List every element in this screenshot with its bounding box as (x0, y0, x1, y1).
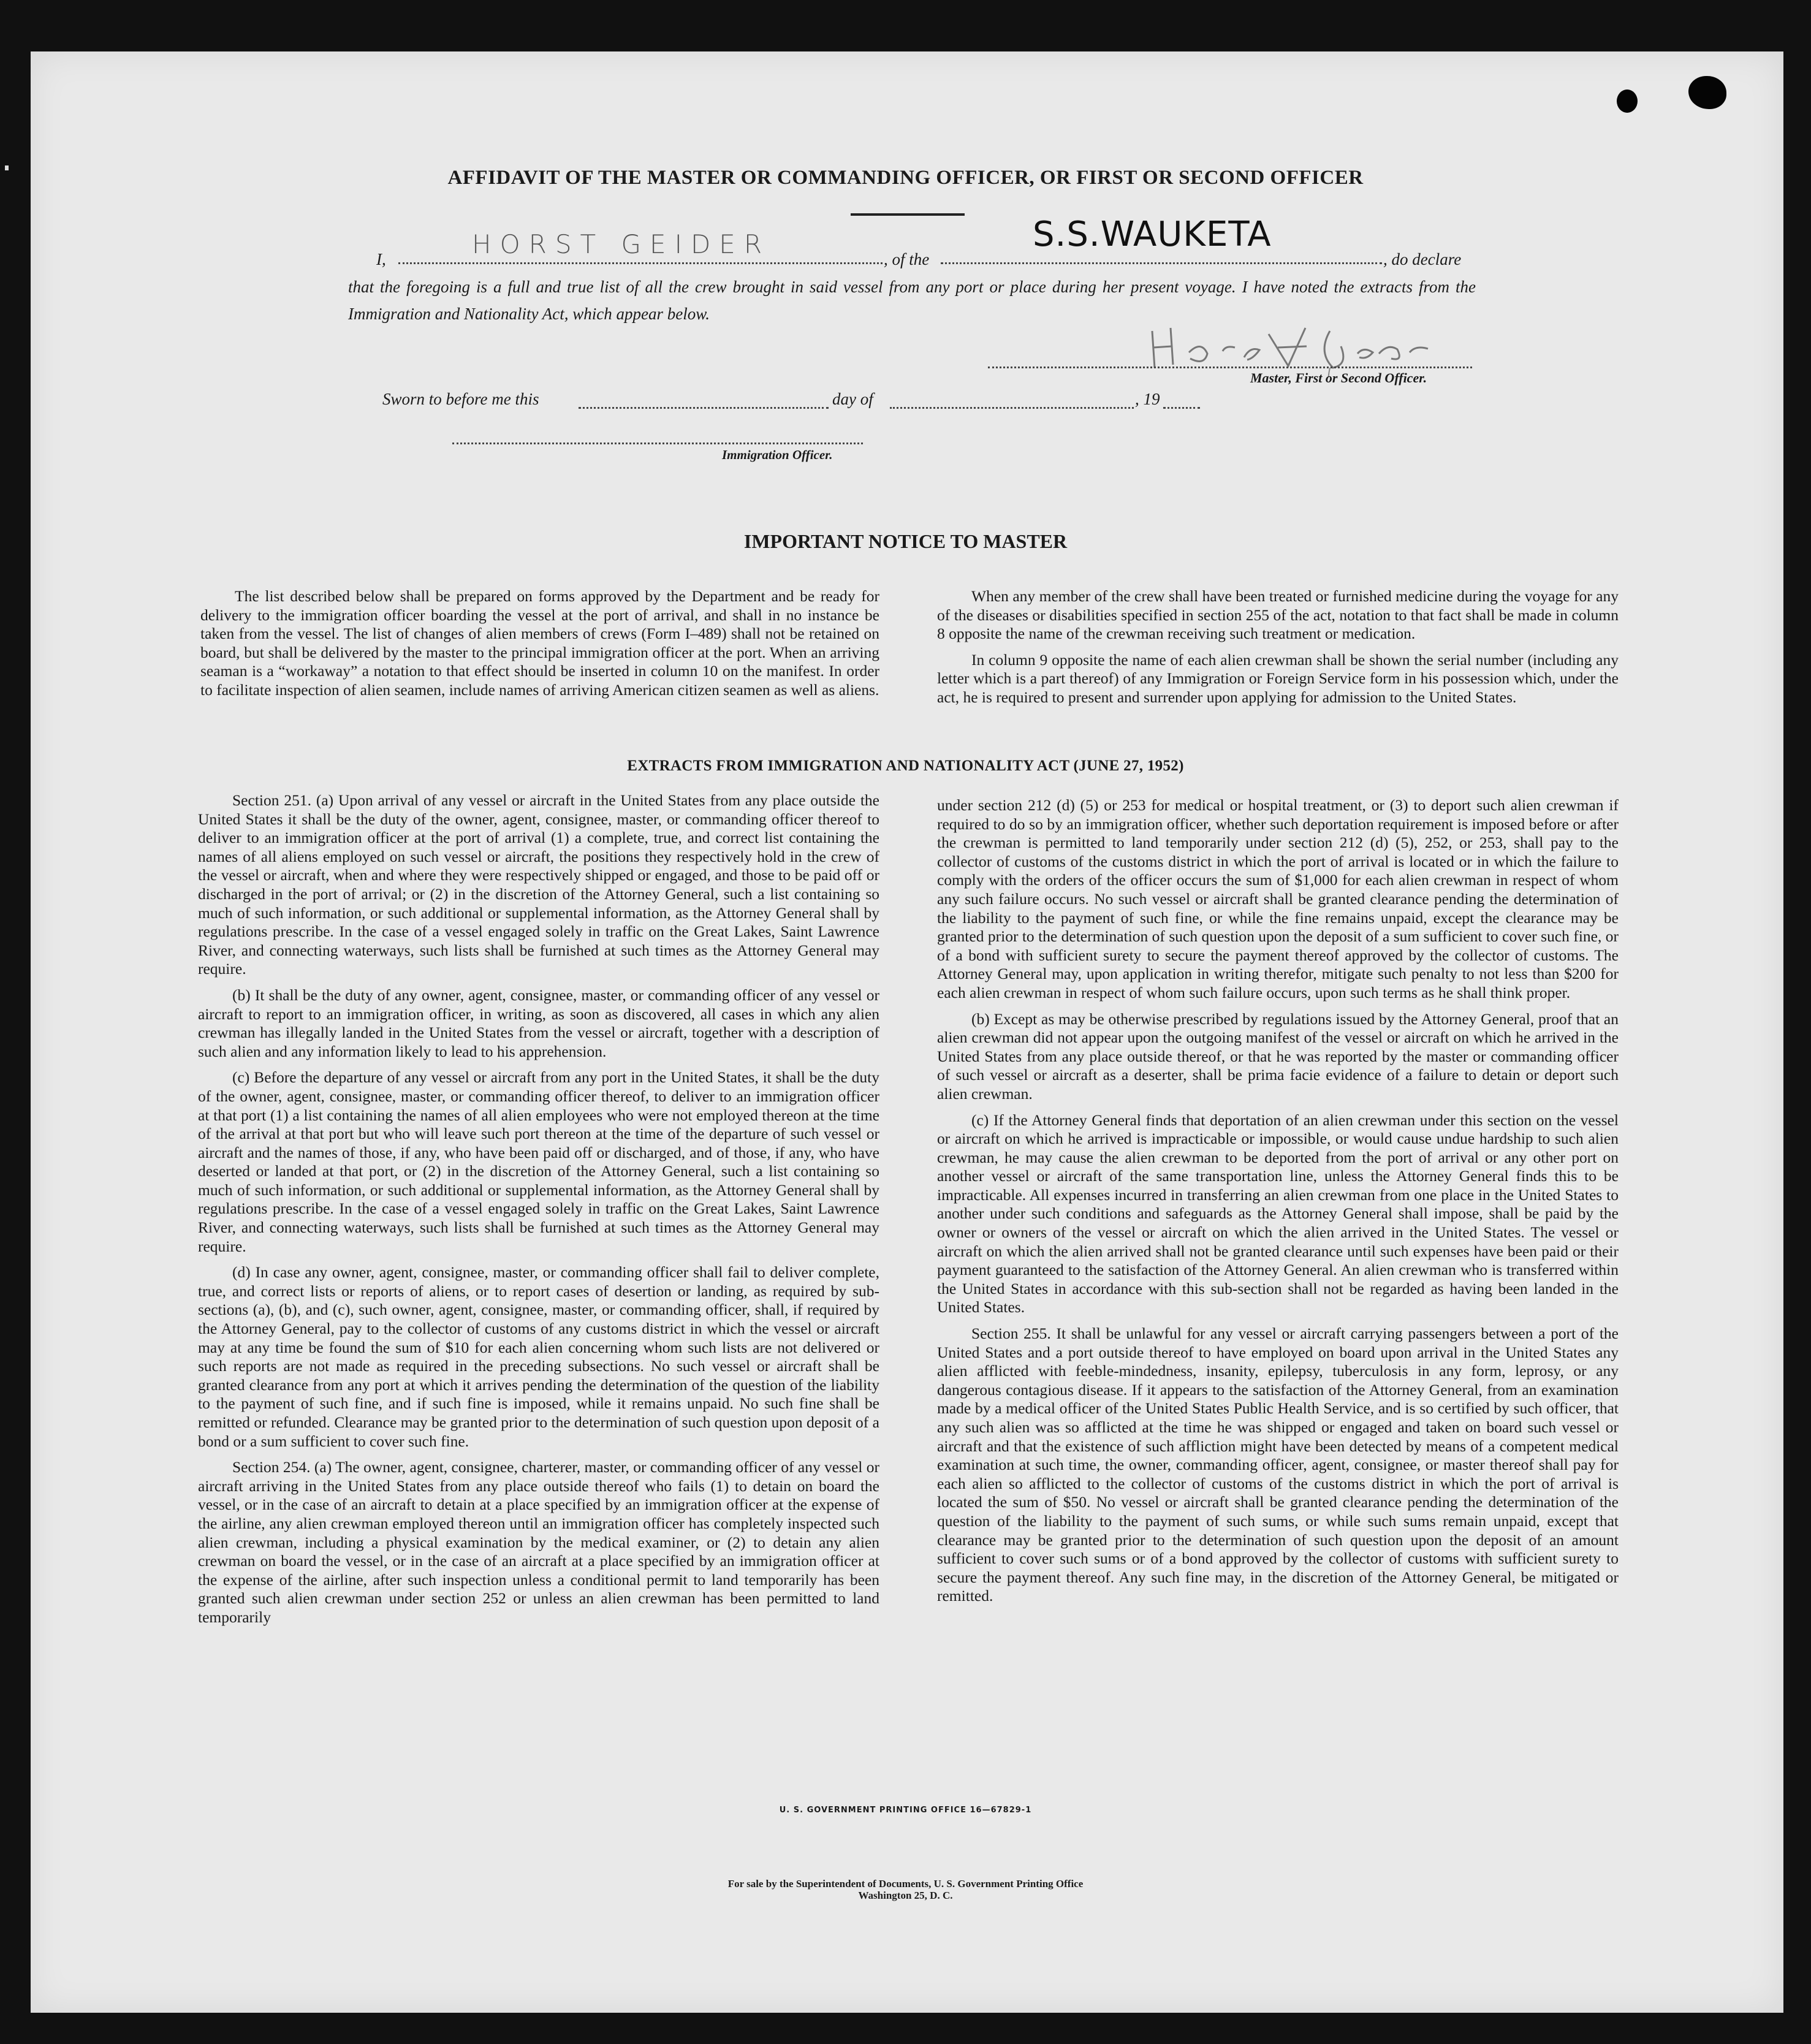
sale-line: Washington 25, D. C. (858, 1890, 953, 1901)
section-paragraph: (d) In case any owner, agent, consignee, master, or commanding officer shall fail to deliver complete, true, and correct lists or reports of aliens, or to report cases of desertion or landing, as required by sub-sections (a), (b), and (c), such owner, agent, consignee, master, or commanding officer, shall, if required by the Attorney General, pay to the collector of customs of any customs district in which the vessel or aircraft may at any time be found the sum of $10 for each alien concerning whom such lists are not delivered or such reports are not made as required in the preceding subsections. No such vessel or aircraft shall be granted clearance from any port at which it arrives pending the determination of the question of the liability to the payment of such fine, and if such fine is imposed, while it remains unpaid. No such fine shall be remitted or refunded. Clearance may be granted prior to the determination of such question upon deposit of a bond or a sum sufficient to cover such fine. (198, 1263, 879, 1450)
sworn-year-line (1163, 407, 1200, 409)
section-paragraph: (b) Except as may be otherwise prescribed by regulations issued by the Attorney General, proof that an alien crewman did not appear upon the outgoing manifest of the vessel or aircraft on which he arrived in the United States from any place outside thereof, or that he was reported by the master or commanding officer of such vessel or aircraft as a deserter, shall be prima facie evidence of a failure to detain or deport such alien crewman. (937, 1009, 1619, 1103)
of-the-label: , of the (884, 250, 930, 268)
printing-office-line: U. S. GOVERNMENT PRINTING OFFICE 16—67829-1 (779, 1806, 1032, 1815)
section-paragraph: (b) It shall be the duty of any owner, agent, consignee, master, or commanding officer of any vessel or aircraft to report to an immigration officer, in writing, as soon as discovered, all cases in which any alien crewman has illegally landed in the United States from the vessel or aircraft, together with a description of such alien and any information likely to lead to his apprehension. (198, 986, 879, 1060)
extracts-left-column (198, 791, 879, 1635)
sworn-month-line (890, 407, 1134, 409)
sale-line: For sale by the Superintendent of Documents, U. S. Government Printing Office (727, 1878, 1084, 1890)
i-label: I, (376, 250, 386, 268)
master-name-handwritten: HORST GEIDER (472, 229, 771, 259)
punch-hole (1688, 76, 1726, 109)
master-name-line (398, 262, 883, 264)
section-paragraph: Section 254. (a) The owner, agent, consignee, charterer, master, or commanding officer of any vessel or aircraft arriving in the United States from any place outside thereof who fails (1) to detain on board the vessel, or in the case of an aircraft to detain at a place specified by an immigration officer at the expense of the airline, any alien crewman employed thereon until an immigration officer has completely inspected such alien crewman, including a physical examination by the medical examiner, or (2) to detain any alien crewman on board the vessel, or in the case of an aircraft at a place specified by an immigration officer at the expense of the airline, after such inspection unless a conditional permit to land temporarily has been granted such alien crewman under section 252 or unless an alien crewman has been permitted to land temporarily (198, 1458, 879, 1626)
signature-line (988, 367, 1472, 368)
vessel-name-line (941, 262, 1382, 264)
affidavit-title: AFFIDAVIT OF THE MASTER OR COMMANDING OFFICER, OR FIRST OR SECOND OFFICER (447, 167, 1364, 189)
notice-paragraph: In column 9 opposite the name of each alien crewman shall be shown the serial number (including any letter which is a part thereof) of any Immigration or Foreign Service form in his possession which, under the act, he is required to present and surrender upon applying for admission to the United States. (937, 650, 1619, 706)
sworn-label: Sworn to before me this (382, 390, 539, 408)
notice-right-column (937, 587, 1619, 715)
title-rule (851, 213, 965, 216)
affidavit-statement: that the foregoing is a full and true list of all the crew brought in said vessel from any port or place during her present voyage. I have noted the extracts from the Immigration and Nationality Act, which appear below. (348, 278, 1476, 323)
extracts-right-column (937, 796, 1619, 1613)
notice-paragraph: When any member of the crew shall have been treated or furnished medicine during the voyage for any of the diseases or disabilities specified in section 255 of the act, notation to that fact shall be made in column 8 opposite the name of the crewman receiving such treatment or medication. (937, 587, 1619, 643)
vessel-name: S.S.WAUKETA (1033, 215, 1272, 254)
section-paragraph: (c) Before the departure of any vessel or aircraft from any port in the United States, it shall be the duty of the owner, agent, consignee, master, or commanding officer thereof, to deliver to an immigration officer at that port (1) a list containing the names of all alien employees who were not employed thereon at the time of the arrival at that port but who will leave such port thereon at the time of the departure of such vessel or aircraft and the names of those, if any, who have been paid off or discharged, and of those, if any, who have deserted or landed at that port, or (2) in the discretion of the Attorney General, such a list containing so much of such information, or such additional or supplemental information, as the Attorney General shall by regulations prescribe. In the case of a vessel engaged solely in traffic on the Great Lakes, Saint Lawrence River, and connecting waterways, such lists shall be furnished at such times as the Attorney General may require. (198, 1068, 879, 1255)
section-paragraph: (c) If the Attorney General finds that deportation of an alien crewman under this section on the vessel or aircraft on which he arrived is impracticable or impossible, or would cause undue hardship to such alien crewman, he may cause the alien crewman to be deported from the port of arrival or any other port on another vessel or aircraft of the same transportation line, unless the Attorney General finds this to be impracticable. All expenses incurred in transferring an alien crewman from one place in the United States to another under such conditions and safeguards as the Attorney General shall impose, shall be paid by the owner or owners of the vessel or aircraft on which the alien arrived in the United States. The vessel or aircraft on which the alien arrived shall not be granted clearance until such expenses have been paid or their payment guaranteed to the satisfaction of the Attorney General. An alien crewman who is transferred within the United States in accordance with this sub-section shall not be regarded as having been landed in the United States. (937, 1111, 1619, 1316)
section-paragraph: Section 251. (a) Upon arrival of any vessel or aircraft in the United States from any place outside the United States it shall be the duty of the owner, agent, consignee, master, or commanding officer thereof to deliver to an immigration officer at the port of arrival (1) a complete, true, and correct list containing the names of all aliens employed on such vessel or aircraft, the positions they respectively hold in the crew of the vessel or aircraft, when and where they were respectively shipped or engaged, and those to be paid off or discharged in the port of arrival; or (2) in the discretion of the Attorney General, such a list containing so much of such information, or such additional or supplemental information, as the Attorney General shall by regulations prescribe. In the case of a vessel engaged solely in traffic on the Great Lakes, Saint Lawrence River, and connecting waterways, such lists shall be furnished at such times as the Attorney General may require. (198, 791, 879, 978)
sale-notice (0, 1878, 1811, 1901)
notice-left-column (200, 587, 879, 707)
do-declare-label: , do declare (1383, 250, 1462, 268)
extracts-title: EXTRACTS FROM IMMIGRATION AND NATIONALITY ACT (JUNE 27, 1952) (627, 758, 1184, 774)
immigration-officer-line (452, 443, 863, 444)
day-of-label: day of (832, 390, 873, 408)
section-paragraph: Section 255. It shall be unlawful for any vessel or aircraft carrying passengers between a port of the United States and a port outside thereof to have employed on board upon arrival in the United States any alien afflicted with feeble-mindedness, insanity, epilepsy, tuberculosis in any form, leprosy, or any dangerous contagious disease. If it appears to the satisfaction of the Attorney General, from an examination made by a medical officer of the United States Public Health Service, and is so certified by such officer, that any such alien was so afflicted at the time he was shipped or engaged and taken on board such vessel or aircraft and that the existence of such affliction might have been detected by means of a competent medical examination at such time, the owner, commanding officer, agent, consignee, or master thereof shall pay for each alien so afflicted to the collector of customs of the customs district in which the port of arrival is located the sum of $50. No vessel or aircraft shall be granted clearance pending the determination of the question of the liability to the payment of such sums, or while such sums remain unpaid, except that clearance may be granted prior to the determination of such question upon the deposit of an amount sufficient to cover such sums or of a bond approved by the collector of customs with sufficient surety to secure the payment thereof. Any such fine may, in the discretion of the Attorney General, be mitigated or remitted. (937, 1324, 1619, 1605)
sworn-day-line (579, 407, 829, 409)
notice-title: IMPORTANT NOTICE TO MASTER (743, 530, 1068, 552)
year-label: , 19 (1135, 390, 1160, 408)
signature-caption: Master, First or Second Officer. (1250, 370, 1427, 386)
notice-paragraph: The list described below shall be prepared on forms approved by the Department and be ready for delivery to the immigration officer boarding the vessel at the port of arrival, and shall in no instance be taken from the vessel. The list of changes of alien members of crews (Form I–489) shall not be retained on board, but shall be delivered by the master to the principal immigration officer at the port. When an arriving seaman is a “workaway” a notation to that effect should be inserted in column 10 on the manifest. In order to facilitate inspection of alien seamen, include names of arriving American citizen seamen as well as aliens. (200, 587, 879, 699)
section-paragraph: under section 212 (d) (5) or 253 for medical or hospital treatment, or (3) to deport such alien crewman if required to do so by an immigration officer, whether such deportation requirement is imposed before or after the crewman is permitted to land temporarily under section 212 (d) (5), 252, or 253, shall pay to the collector of customs of the customs district in which the port of arrival is located or in which the failure to comply with the orders of the officer occurs the sum of $1,000 for each alien crewman in respect of whom any such failure occurs. No such vessel or aircraft shall be granted clearance pending the determination of the liability to the payment of such fine, or while the fine remains unpaid, except the clearance may be granted prior to the determination of such question upon the deposit of a sum sufficient to cover such fine, or of a bond with sufficient surety to secure the payment thereof approved by the collector of customs. The Attorney General may, upon application in writing therefor, mitigate such penalty to not less than $200 for each alien crewman in respect of whom such failure occurs, upon such terms as he shall think proper. (937, 796, 1619, 1001)
immigration-officer-caption: Immigration Officer. (722, 447, 833, 462)
punch-hole (1617, 89, 1638, 113)
